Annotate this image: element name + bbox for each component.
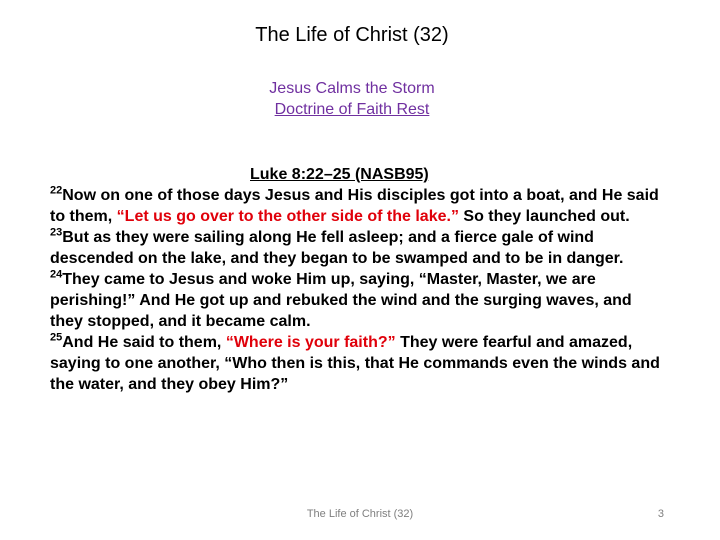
subtitle-block: [0, 78, 704, 120]
verse-22-text-a: Now on one of those days Jesus and His disciples got into a boat, and He said to them,: [50, 187, 659, 225]
verse-number-25: 25: [50, 331, 63, 344]
verse-number-23: 23: [50, 226, 63, 239]
slide-subtitle: Jesus Calms the Storm: [269, 80, 435, 97]
verse-number-22: 22: [50, 184, 63, 197]
verse-24-text: They came to Jesus and woke Him up, saying, “Master, Master, we are perishing!” And He got up and rebuked the wind and the surging waves, and they stopped, and it became calm.: [50, 271, 632, 330]
page-number: 3: [657, 508, 664, 520]
verse-25-text-a: And He said to them,: [62, 334, 226, 351]
verse-25-text-b: They were fearful and amazed, saying to one another, “Who then is this, that He commands even the winds and the water, and they obey Him?”: [50, 334, 660, 393]
verse-25-quote: “Where is your faith?”: [225, 334, 396, 351]
footer-text: The Life of Christ (32): [306, 508, 414, 520]
verse-number-24: 24: [50, 268, 63, 281]
verse-22-quote: “Let us go over to the other side of the lake.”: [116, 208, 459, 225]
slide-title: The Life of Christ (32): [255, 24, 449, 46]
verse-22-text-b: So they launched out.: [458, 208, 630, 225]
verse-23-text: But as they were sailing along He fell asleep; and a fierce gale of wind descended on the lake, and they began to be swamped and to be in danger.: [50, 229, 624, 267]
doctrine-heading: Doctrine of Faith Rest: [274, 101, 430, 118]
passage-reference: Luke 8:22–25 (NASB95): [250, 166, 429, 183]
scripture-passage: [50, 164, 660, 395]
